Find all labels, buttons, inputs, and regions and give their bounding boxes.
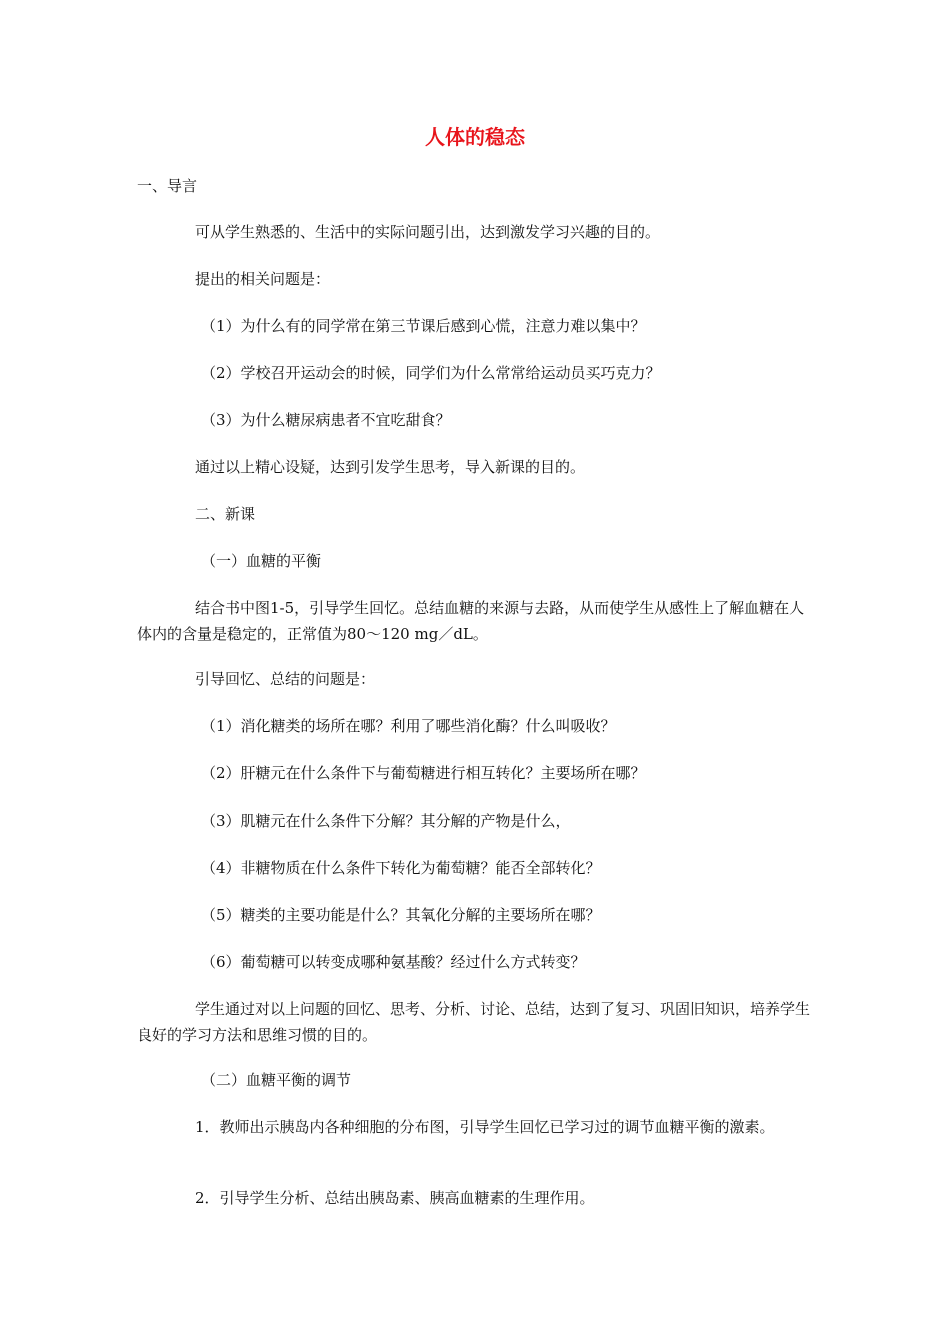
- section-heading-new-lesson: 二、新课: [195, 505, 256, 523]
- question-item: （4）非糖物质在什么条件下转化为葡萄糖？能否全部转化？: [201, 859, 601, 877]
- section-heading-intro: 一、导言: [137, 177, 198, 195]
- question-item: （2）肝糖元在什么条件下与葡萄糖进行相互转化？主要场所在哪？: [201, 764, 646, 782]
- paragraph: 引导回忆、总结的问题是：: [195, 670, 376, 688]
- subsection-heading: （一）血糖的平衡: [201, 552, 322, 570]
- question-item: （3）为什么糖尿病患者不宜吃甜食？: [201, 411, 451, 429]
- question-item: （2）学校召开运动会的时候，同学们为什么常常给运动员买巧克力？: [201, 364, 661, 382]
- paragraph: 1．教师出示胰岛内各种细胞的分布图，引导学生回忆已学习过的调节血糖平衡的激素。: [195, 1118, 775, 1136]
- paragraph: 学生通过对以上问题的回忆、思考、分析、讨论、总结，达到了复习、巩固旧知识，培养学生良好的学习方法和思维习惯的目的。: [137, 1000, 811, 1044]
- paragraph: 2．引导学生分析、总结出胰岛素、胰高血糖素的生理作用。: [195, 1189, 595, 1207]
- paragraph: 通过以上精心设疑，达到引发学生思考，导入新课的目的。: [195, 458, 586, 476]
- paragraph: 结合书中图1-5，引导学生回忆。总结血糖的来源与去路，从而使学生从感性上了解血糖在人体内的含量是稳定的，正常值为80～120 mg／dL。: [137, 599, 805, 643]
- paragraph: 可从学生熟悉的、生活中的实际问题引出，达到激发学习兴趣的目的。: [195, 223, 661, 241]
- question-item: （3）肌糖元在什么条件下分解？其分解的产物是什么，: [201, 812, 571, 830]
- subsection-heading: （二）血糖平衡的调节: [201, 1071, 352, 1089]
- question-item: （6）葡萄糖可以转变成哪种氨基酸？经过什么方式转变？: [201, 953, 586, 971]
- question-item: （5）糖类的主要功能是什么？其氧化分解的主要场所在哪？: [201, 906, 601, 924]
- question-item: （1）消化糖类的场所在哪？利用了哪些消化酶？什么叫吸收？: [201, 717, 616, 735]
- document-title: 人体的稳态: [425, 125, 525, 149]
- question-item: （1）为什么有的同学常在第三节课后感到心慌，注意力难以集中？: [201, 317, 646, 335]
- paragraph: 提出的相关问题是：: [195, 270, 331, 288]
